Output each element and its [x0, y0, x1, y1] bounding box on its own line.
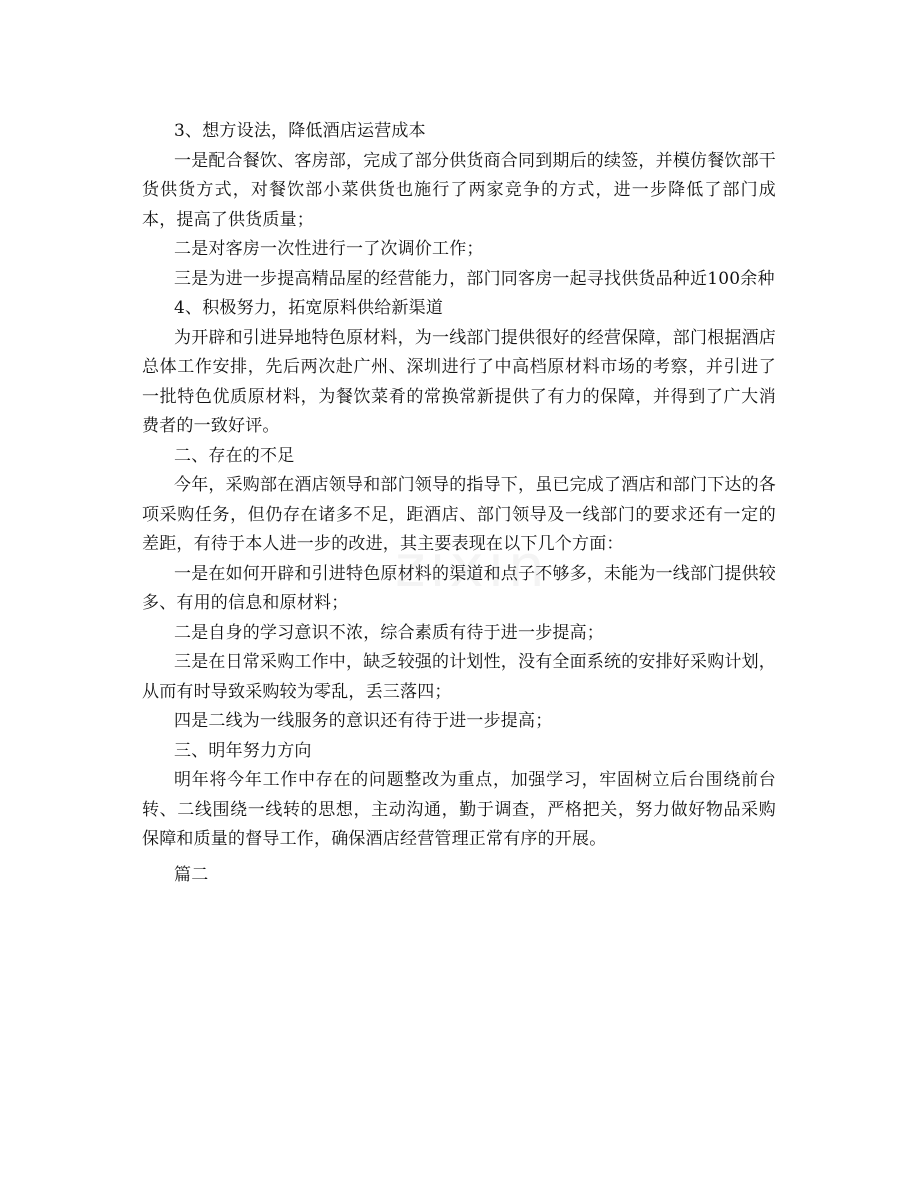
- section-heading-part-two: 篇二: [174, 864, 209, 885]
- paragraph: 今年，采购部在酒店领导和部门领导的指导下，虽已完成了酒店和部门下达的各项采购任务，但仍存在诸多不足，距酒店、部门领导及一线部门的要求还有一定的差距，有待于本人进一步的改进，其主要表现在以下几个方面：: [142, 475, 776, 554]
- document-body: [142, 117, 776, 890]
- section-heading-shortcomings: 二、存在的不足: [174, 445, 295, 466]
- paragraph: 三是在日常采购工作中，缺乏较强的计划性，没有全面系统的安排好采购计划，从而有时导致采购较为零乱，丢三落四；: [142, 652, 776, 702]
- section-heading-3: 3、想方设法，降低酒店运营成本: [174, 121, 426, 141]
- section-heading-4: 4、积极努力，拓宽原料供给新渠道: [174, 298, 444, 318]
- paragraph: 四是二线为一线服务的意识还有待于进一步提高；: [174, 711, 553, 731]
- paragraph: 二是对客房一次性进行一了次调价工作；: [174, 239, 484, 259]
- paragraph: 明年将今年工作中存在的问题整改为重点，加强学习，牢固树立后台围绕前台转、二线围绕一线转的思想，主动沟通，勤于调查，严格把关，努力做好物品采购保障和质量的督导工作，确保酒店经营管理正常有序的开展。: [142, 770, 776, 849]
- paragraph: 一是配合餐饮、客房部，完成了部分供货商合同到期后的续签，并模仿餐饮部干货供货方式，对餐饮部小菜供货也施行了两家竞争的方式，进一步降低了部门成本，提高了供货质量；: [142, 150, 776, 230]
- paragraph: 一是在如何开辟和引进特色原材料的渠道和点子不够多，未能为一线部门提供较多、有用的信息和原材料；: [142, 563, 776, 613]
- section-heading-next-year: 三、明年努力方向: [174, 740, 312, 761]
- paragraph: 为开辟和引进异地特色原材料，为一线部门提供很好的经营保障，部门根据酒店总体工作安排，先后两次赴广州、深圳进行了中高档原材料市场的考察，并引进了一批特色优质原材料，为餐饮菜肴的常换常新提供了有力的保障，并得到了广大消费者的一致好评。: [142, 327, 776, 436]
- paragraph: 二是自身的学习意识不浓，综合素质有待于进一步提高；: [174, 622, 604, 643]
- paragraph: 三是为进一步提高精品屋的经营能力，部门同客房一起寻找供货品种近100余种: [174, 268, 775, 289]
